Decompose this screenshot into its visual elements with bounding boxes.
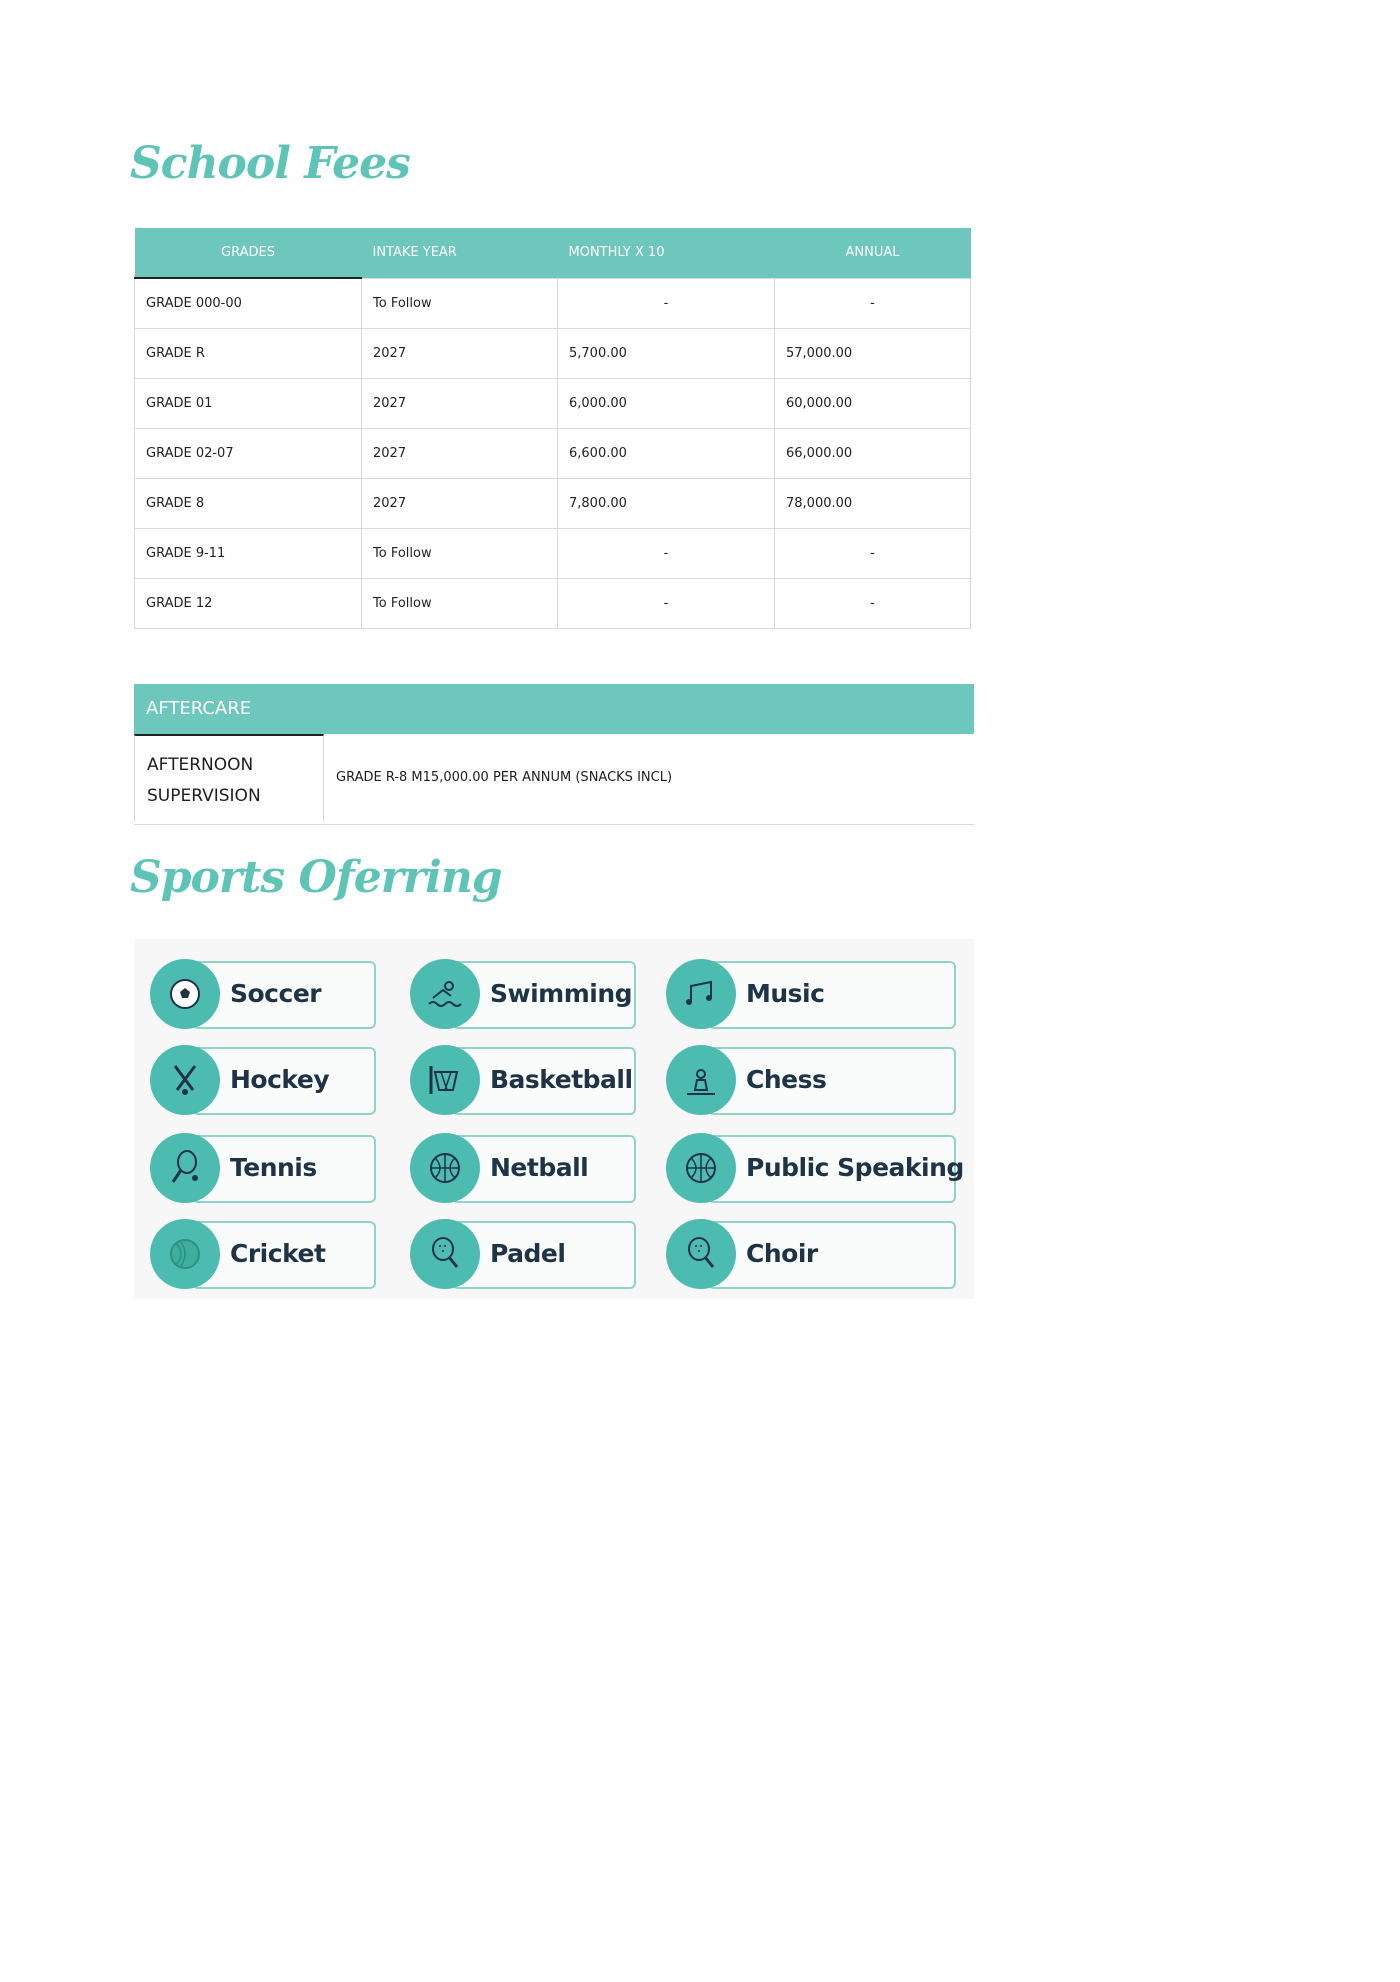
monthly-cell: 6,000.00 bbox=[558, 379, 775, 429]
intake-year-cell: 2027 bbox=[362, 429, 558, 479]
intake-year-cell: To Follow bbox=[362, 278, 558, 329]
table-row bbox=[135, 479, 971, 529]
ball-icon bbox=[666, 1133, 736, 1203]
sport-card-netball bbox=[410, 1133, 636, 1203]
sport-card-chess bbox=[666, 1045, 956, 1115]
grade-cell: GRADE 8 bbox=[135, 479, 362, 529]
table-row bbox=[135, 379, 971, 429]
sport-label: Music bbox=[746, 979, 825, 1008]
sport-card-soccer bbox=[150, 959, 376, 1029]
sport-label: Swimming bbox=[490, 979, 633, 1008]
annual-cell: 66,000.00 bbox=[775, 429, 971, 479]
aftercare-fee-text: GRADE R-8 M15,000.00 PER ANNUM (SNACKS INCL) bbox=[336, 770, 673, 785]
sport-label: Padel bbox=[490, 1239, 566, 1268]
grade-cell: GRADE 01 bbox=[135, 379, 362, 429]
sport-label: Soccer bbox=[230, 979, 322, 1008]
aftercare-label-line2: SUPERVISION bbox=[147, 786, 261, 806]
sport-card-swimming bbox=[410, 959, 636, 1029]
table-header-row bbox=[135, 228, 971, 278]
annual-cell: 57,000.00 bbox=[775, 329, 971, 379]
padel-racket-icon bbox=[666, 1219, 736, 1289]
header-intake-year: INTAKE YEAR bbox=[362, 228, 558, 278]
monthly-cell: - bbox=[558, 278, 775, 329]
monthly-cell: - bbox=[558, 579, 775, 629]
header-grades: GRADES bbox=[135, 228, 362, 278]
table-row bbox=[135, 278, 971, 329]
intake-year-cell: 2027 bbox=[362, 379, 558, 429]
swimmer-icon bbox=[410, 959, 480, 1029]
sport-label: Netball bbox=[490, 1153, 589, 1182]
grade-cell: GRADE 9-11 bbox=[135, 529, 362, 579]
aftercare-table bbox=[134, 684, 974, 825]
annual-cell: 60,000.00 bbox=[775, 379, 971, 429]
intake-year-cell: 2027 bbox=[362, 329, 558, 379]
sport-card-basketball bbox=[410, 1045, 636, 1115]
hockey-sticks-icon bbox=[150, 1045, 220, 1115]
sport-label: Chess bbox=[746, 1065, 827, 1094]
monthly-cell: - bbox=[558, 529, 775, 579]
sport-card-music bbox=[666, 959, 956, 1029]
annual-cell: - bbox=[775, 529, 971, 579]
table-row bbox=[135, 529, 971, 579]
grade-cell: GRADE 000-00 bbox=[135, 278, 362, 329]
soccer-ball-icon bbox=[150, 959, 220, 1029]
sport-card-padel bbox=[410, 1219, 636, 1289]
basketball-hoop-icon bbox=[410, 1045, 480, 1115]
school-fees-table bbox=[134, 228, 971, 629]
chess-pieces-icon bbox=[666, 1045, 736, 1115]
cricket-ball-icon bbox=[150, 1219, 220, 1289]
grade-cell: GRADE 12 bbox=[135, 579, 362, 629]
annual-cell: - bbox=[775, 278, 971, 329]
padel-racket-icon bbox=[410, 1219, 480, 1289]
aftercare-heading: AFTERCARE bbox=[134, 684, 974, 734]
aftercare-label-line1: AFTERNOON bbox=[147, 755, 254, 775]
sport-card-hockey bbox=[150, 1045, 376, 1115]
table-row bbox=[135, 429, 971, 479]
header-annual: ANNUAL bbox=[775, 228, 971, 278]
header-monthly: MONTHLY X 10 bbox=[558, 228, 775, 278]
grade-cell: GRADE R bbox=[135, 329, 362, 379]
school-fees-title: School Fees bbox=[130, 138, 410, 189]
table-row bbox=[135, 329, 971, 379]
monthly-cell: 7,800.00 bbox=[558, 479, 775, 529]
table-row bbox=[135, 579, 971, 629]
sport-label: Tennis bbox=[230, 1153, 317, 1182]
sport-label: Cricket bbox=[230, 1239, 326, 1268]
sport-label: Public Speaking bbox=[746, 1153, 964, 1182]
monthly-cell: 5,700.00 bbox=[558, 329, 775, 379]
sport-card-tennis bbox=[150, 1133, 376, 1203]
sport-card-cricket bbox=[150, 1219, 376, 1289]
intake-year-cell: To Follow bbox=[362, 579, 558, 629]
intake-year-cell: To Follow bbox=[362, 529, 558, 579]
aftercare-row bbox=[134, 734, 974, 822]
sports-offering-title: Sports Oferring bbox=[130, 852, 502, 903]
tennis-racket-icon bbox=[150, 1133, 220, 1203]
sport-label: Basketball bbox=[490, 1065, 633, 1094]
intake-year-cell: 2027 bbox=[362, 479, 558, 529]
aftercare-label bbox=[134, 734, 324, 822]
grade-cell: GRADE 02-07 bbox=[135, 429, 362, 479]
annual-cell: - bbox=[775, 579, 971, 629]
annual-cell: 78,000.00 bbox=[775, 479, 971, 529]
sport-card-choir bbox=[666, 1219, 956, 1289]
sport-label: Hockey bbox=[230, 1065, 330, 1094]
sports-grid bbox=[134, 939, 974, 1299]
monthly-cell: 6,600.00 bbox=[558, 429, 775, 479]
sport-card-public-speaking bbox=[666, 1133, 964, 1203]
netball-icon bbox=[410, 1133, 480, 1203]
music-notes-icon bbox=[666, 959, 736, 1029]
sport-label: Choir bbox=[746, 1239, 818, 1268]
